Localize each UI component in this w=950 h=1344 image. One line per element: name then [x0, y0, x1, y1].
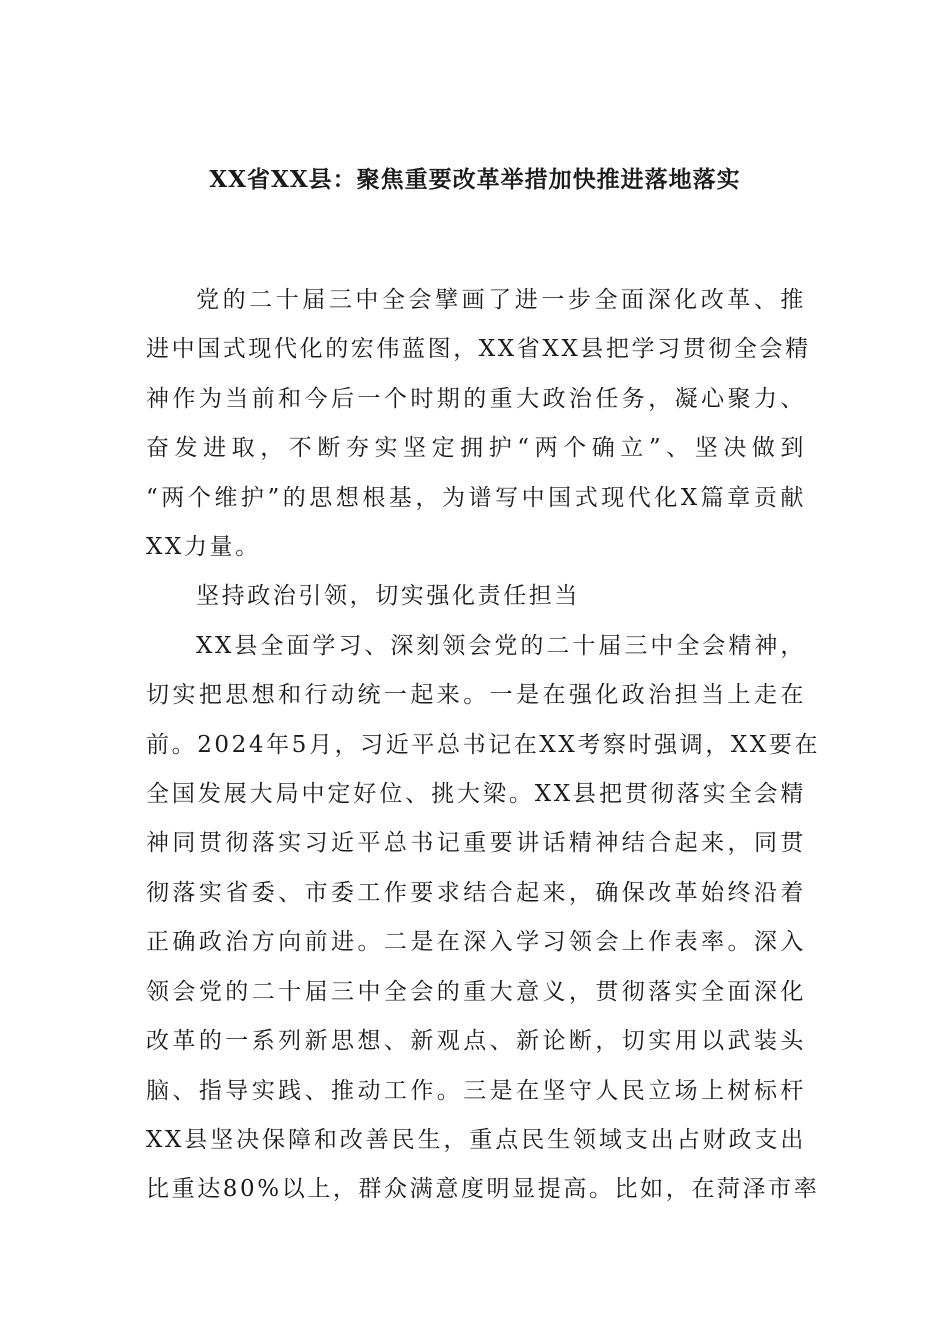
text-line: XX县全面学习、深刻领会党的二十届三中全会精神， [196, 632, 806, 659]
section-paragraph [146, 622, 821, 1215]
text-line: 奋发进取，不断夯实坚定拥护“两个确立”、坚决做到 [146, 435, 806, 462]
text-line: 党的二十届三中全会擘画了进一步全面深化改革、推 [196, 287, 806, 313]
text-line: 进中国式现代化的宏伟蓝图，XX省XX县把学习贯彻全会精 [146, 336, 811, 363]
text-line: 神同贯彻落实习近平总书记重要讲话精神结合起来，同贯 [146, 830, 806, 857]
text-line: 比重达80%以上，群众满意度明显提高。比如，在菏泽市率 [146, 1176, 820, 1203]
section-heading-text: 坚持政治引领，切实强化责任担当 [196, 583, 580, 610]
text-line: 全国发展大局中定好位、挑大梁。XX县把贯彻落实全会精 [146, 781, 806, 808]
intro-paragraph [146, 276, 811, 572]
text-line: 彻落实省委、市委工作要求结合起来，确保改革始终沿着 [146, 879, 806, 906]
text-line: XX县坚决保障和改善民生，重点民生领域支出占财政支出 [146, 1126, 806, 1153]
section-heading [146, 572, 806, 621]
text-line: 正确政治方向前进。二是在深入学习领会上作表率。深入 [146, 929, 806, 956]
text-line: 切实把思想和行动统一起来。一是在强化政治担当上走在 [146, 682, 806, 709]
text-line: 领会党的二十届三中全会的重大意义，贯彻落实全面深化 [146, 978, 806, 1005]
text-line: “两个维护”的思想根基，为谱写中国式现代化X篇章贡献 [146, 484, 806, 511]
document-title: XX省XX县：聚焦重要改革举措加快推进落地落实 [209, 166, 741, 193]
text-line: 前。2024年5月，习近平总书记在XX考察时强调，XX要在 [146, 731, 821, 758]
text-line: 脑、指导实践、推动工作。三是在坚守人民立场上树标杆 [146, 1077, 806, 1104]
text-line: 改革的一系列新思想、新观点、新论断，切实用以武装头 [146, 1028, 806, 1055]
text-line: 神作为当前和今后一个时期的重大政治任务，凝心聚力、 [146, 385, 806, 412]
document-body [146, 276, 821, 1215]
text-line: XX力量。 [146, 534, 261, 561]
